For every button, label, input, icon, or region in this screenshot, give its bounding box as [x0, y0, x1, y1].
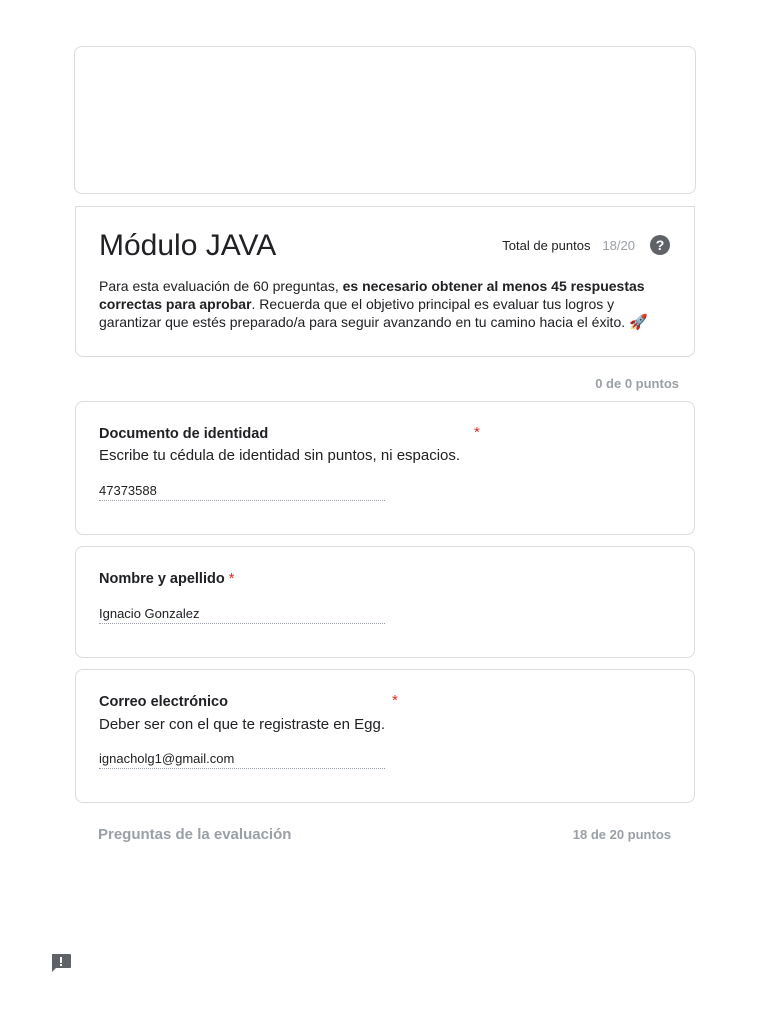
required-asterisk: * — [228, 571, 235, 587]
form-description — [99, 277, 669, 332]
question-title — [99, 571, 234, 587]
description-text-2: . Recuerda que el objetivo principal es evaluar tus logros y garantizar que estés preparado/a para seguir avanzando en tu camino hacia el éxito. — [99, 296, 630, 330]
answer-field[interactable]: ignacholg1@gmail.com — [99, 751, 385, 769]
question-help: Deber ser con el que te registraste en Egg. — [99, 716, 385, 733]
section-score: 18 de 20 puntos — [572, 827, 671, 842]
header-banner — [74, 46, 696, 194]
form-title: Módulo JAVA — [99, 229, 277, 262]
total-points-label: Total de puntos — [502, 237, 591, 253]
description-text: Para esta evaluación de 60 preguntas, — [99, 278, 343, 294]
description-bold: es necesario obtener al menos 45 respuestas correctas para aprobar — [99, 278, 645, 312]
feedback-icon[interactable] — [50, 953, 72, 973]
required-asterisk: * — [474, 424, 480, 441]
help-circle-icon[interactable]: ? — [650, 235, 670, 255]
section-title: Preguntas de la evaluación — [98, 826, 292, 843]
question-help: Escribe tu cédula de identidad sin puntos, ni espacios. — [99, 447, 461, 464]
question-title-text: Nombre y apellido — [99, 571, 225, 587]
total-points-value: 18/20 — [602, 237, 635, 253]
answer-field[interactable]: Ignacio Gonzalez — [99, 606, 385, 624]
required-asterisk: * — [392, 692, 398, 709]
question-card — [75, 669, 695, 803]
total-points — [502, 235, 670, 255]
question-title: Documento de identidad — [99, 426, 269, 442]
section-points: 0 de 0 puntos — [595, 376, 679, 391]
rocket-icon: 🚀 — [629, 314, 648, 331]
question-title: Correo electrónico — [99, 694, 228, 710]
question-card — [75, 401, 695, 535]
form-header-card — [75, 206, 695, 357]
answer-field[interactable]: 47373588 — [99, 483, 385, 501]
question-card — [75, 546, 695, 658]
